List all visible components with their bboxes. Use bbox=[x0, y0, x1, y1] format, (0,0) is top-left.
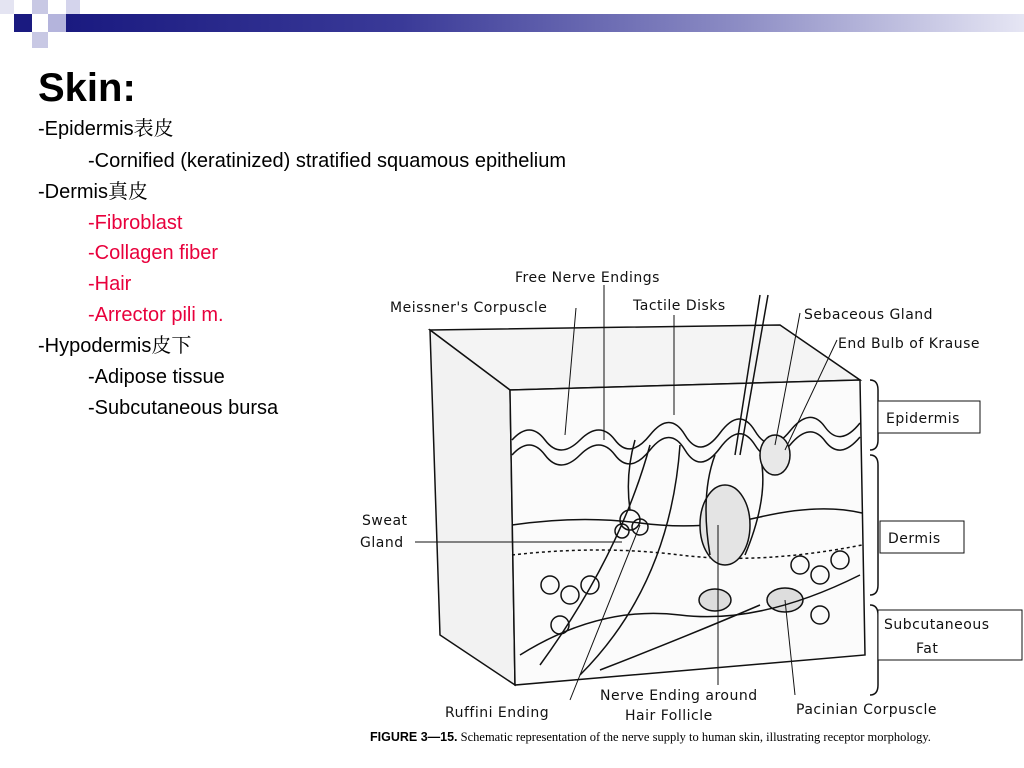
bullet-fibroblast: -Fibroblast bbox=[88, 212, 183, 234]
figure-caption bbox=[370, 730, 931, 745]
label-gland: Gland bbox=[360, 535, 404, 551]
slide-title: Skin: bbox=[38, 66, 136, 110]
deco-square bbox=[0, 0, 14, 14]
deco-square bbox=[14, 14, 32, 32]
bullet-subcutaneous-bursa: -Subcutaneous bursa bbox=[88, 397, 279, 419]
caption-text: Schematic representation of the nerve supply to human skin, illustrating receptor morphology. bbox=[460, 730, 931, 744]
bullet-adipose-tissue: -Adipose tissue bbox=[88, 366, 225, 388]
deco-square bbox=[48, 14, 66, 32]
label-sebaceous-gland: Sebaceous Gland bbox=[804, 307, 934, 323]
layer-label-epidermis: Epidermis bbox=[886, 411, 960, 427]
label-ruffini-ending: Ruffini Ending bbox=[445, 705, 550, 721]
layer-label-subcutaneous: Subcutaneous bbox=[884, 617, 990, 633]
label-nerve-ending-around: Nerve Ending around bbox=[600, 688, 758, 704]
deco-square bbox=[66, 0, 80, 14]
skin-block-drawing bbox=[430, 295, 865, 685]
deco-square bbox=[32, 32, 48, 48]
label-free-nerve-endings: Free Nerve Endings bbox=[515, 270, 660, 286]
label-hair-follicle: Hair Follicle bbox=[625, 708, 713, 724]
label-pacinian-corpuscle: Pacinian Corpuscle bbox=[796, 702, 937, 718]
deco-square bbox=[32, 0, 48, 14]
skin-diagram bbox=[340, 255, 1024, 745]
bullet-dermis: -Dermis真皮 bbox=[38, 181, 148, 203]
bullet-collagen-fiber: -Collagen fiber bbox=[88, 242, 219, 264]
layer-braces bbox=[870, 380, 878, 695]
label-meissners-corpuscle: Meissner's Corpuscle bbox=[390, 300, 548, 316]
bullet-cornified-epithelium: -Cornified (keratinized) stratified squamous epithelium bbox=[88, 150, 566, 172]
label-tactile-disks: Tactile Disks bbox=[633, 298, 726, 314]
header-gradient-bar bbox=[66, 14, 1024, 32]
bullet-arrector-pili: -Arrector pili m. bbox=[88, 304, 224, 326]
bullet-hypodermis: -Hypodermis皮下 bbox=[38, 335, 192, 357]
bullet-epidermis: -Epidermis表皮 bbox=[38, 118, 174, 140]
label-sweat: Sweat bbox=[362, 513, 408, 529]
layer-label-dermis: Dermis bbox=[888, 531, 941, 547]
caption-figure-number: FIGURE 3—15. bbox=[370, 730, 458, 744]
bullet-hair: -Hair bbox=[88, 273, 132, 295]
label-end-bulb-of-krause: End Bulb of Krause bbox=[838, 336, 980, 352]
header-banner bbox=[0, 0, 1024, 50]
layer-label-fat: Fat bbox=[916, 641, 939, 657]
